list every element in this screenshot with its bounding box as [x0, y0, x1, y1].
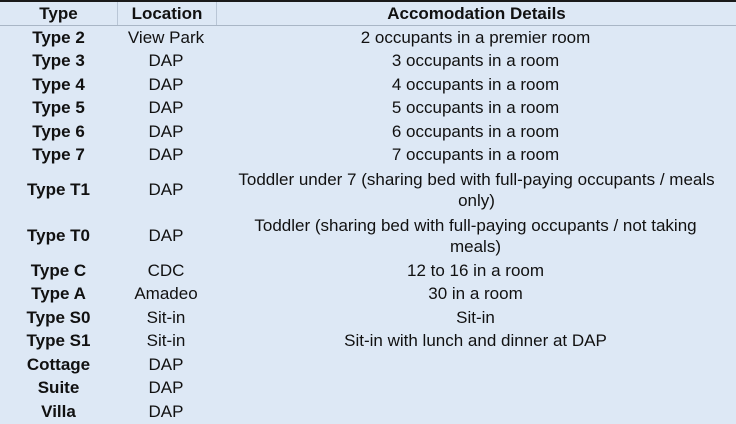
cell-type: Type T1 — [27, 180, 90, 199]
cell-details: 3 occupants in a room — [391, 51, 560, 71]
cell-location: CDC — [147, 260, 185, 280]
table-row — [0, 259, 736, 283]
cell-location: Sit-in — [146, 307, 186, 327]
table-row — [0, 73, 736, 97]
cell-details: Toddler under 7 (sharing bed with full-paying occupants / meals only) — [238, 170, 715, 210]
cell-type: Type C — [30, 260, 87, 280]
cell-location: DAP — [148, 180, 184, 199]
cell-type: Type S1 — [26, 331, 91, 351]
cell-details: 6 occupants in a room — [391, 121, 560, 141]
cell-type: Type 7 — [32, 145, 85, 165]
table-row — [0, 283, 736, 307]
table-row — [0, 213, 736, 259]
cell-details: Sit-in with lunch and dinner at DAP — [344, 331, 607, 351]
cell-details: Toddler (sharing bed with full-paying occupants / not taking meals) — [254, 216, 697, 256]
cell-details: 7 occupants in a room — [391, 145, 560, 165]
table-row — [0, 97, 736, 121]
cell-type: Villa — [41, 401, 76, 421]
table-row — [0, 330, 736, 354]
cell-type: Cottage — [26, 354, 91, 374]
table-row — [0, 26, 736, 50]
cell-location: Amadeo — [134, 284, 198, 304]
header-location: Location — [118, 2, 217, 25]
cell-type: Type 3 — [32, 51, 85, 71]
cell-details: 12 to 16 in a room — [406, 260, 545, 280]
table-header — [0, 0, 736, 26]
cell-location: DAP — [148, 74, 184, 94]
cell-details: 30 in a room — [428, 284, 523, 304]
cell-location: DAP — [148, 121, 184, 141]
table-row — [0, 144, 736, 168]
cell-location: DAP — [148, 354, 184, 374]
cell-type: Type S0 — [26, 307, 91, 327]
cell-location: View Park — [127, 27, 205, 47]
cell-type: Type T0 — [27, 226, 90, 245]
header-type: Type — [0, 2, 118, 25]
table-row — [0, 120, 736, 144]
cell-type: Type 4 — [32, 74, 85, 94]
cell-location: DAP — [148, 226, 184, 245]
cell-details: 4 occupants in a room — [391, 74, 560, 94]
cell-type: Type A — [31, 284, 86, 304]
cell-type: Type 5 — [32, 98, 85, 118]
cell-location: DAP — [148, 51, 184, 71]
cell-type: Suite — [37, 378, 80, 398]
cell-type: Type 2 — [32, 27, 85, 47]
cell-location: DAP — [148, 401, 184, 421]
cell-type: Type 6 — [32, 121, 85, 141]
cell-details: 2 occupants in a premier room — [360, 27, 591, 47]
table-row — [0, 353, 736, 377]
cell-location: DAP — [148, 98, 184, 118]
cell-location: DAP — [148, 145, 184, 165]
cell-location: Sit-in — [146, 331, 186, 351]
header-details: Accomodation Details — [387, 4, 566, 23]
table-row — [0, 377, 736, 401]
cell-details: Sit-in — [456, 307, 495, 327]
table-row — [0, 167, 736, 213]
table-row — [0, 306, 736, 330]
table-row — [0, 400, 736, 424]
cell-location: DAP — [148, 378, 184, 398]
table-row — [0, 50, 736, 74]
cell-details: 5 occupants in a room — [391, 98, 560, 118]
